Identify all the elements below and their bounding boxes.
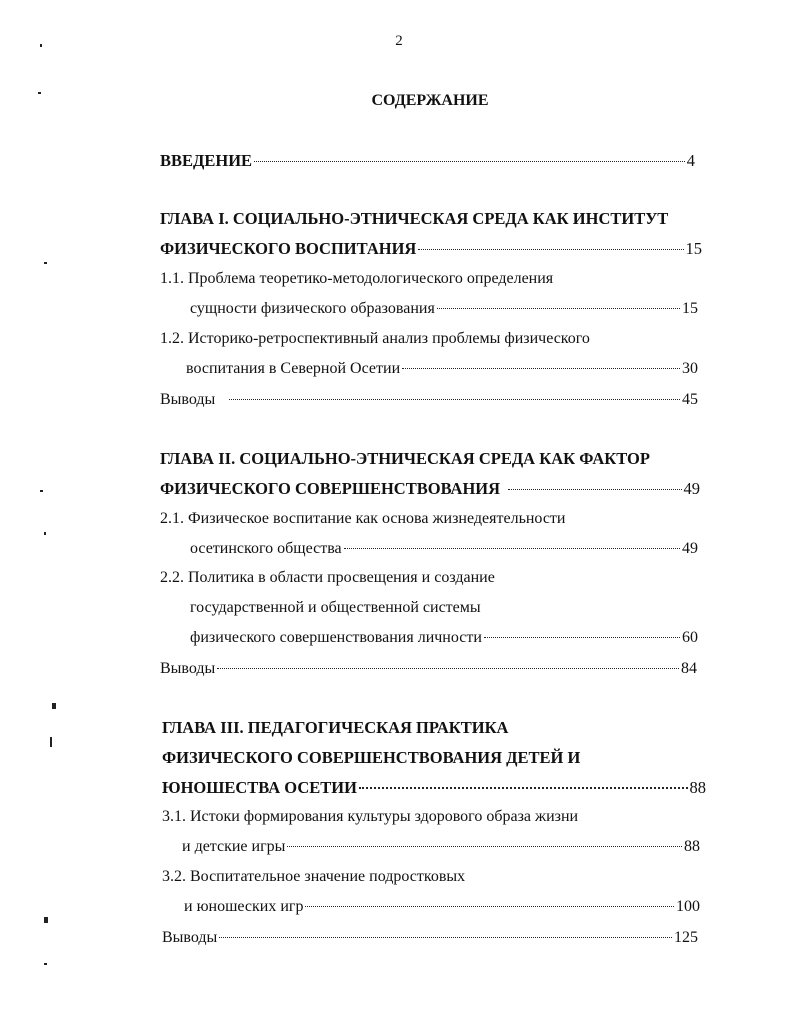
toc-page-number: 15 — [685, 239, 702, 258]
toc-section-2-2-heading — [160, 567, 495, 589]
leader-dots — [359, 787, 688, 789]
scan-speck — [44, 262, 47, 264]
scan-speck — [40, 44, 42, 47]
toc-entry-label: 1.1. Проблема теоретико-методологического определения — [160, 270, 554, 287]
scan-speck — [52, 703, 56, 709]
toc-section-1-2 — [186, 358, 698, 380]
toc-entry-label: 1.2. Историко-ретроспективный анализ проблемы физического — [160, 330, 590, 347]
leader-dots — [437, 308, 680, 309]
toc-section-2-1 — [190, 538, 698, 560]
toc-page-number: 49 — [683, 479, 700, 498]
leader-dots — [287, 846, 682, 847]
toc-entry-label: и юношеских игр — [184, 898, 304, 915]
toc-page-number: 15 — [682, 300, 698, 317]
toc-entry-label: государственной и общественной системы — [190, 599, 481, 616]
toc-entry-label: ГЛАВА III. ПЕДАГОГИЧЕСКАЯ ПРАКТИКА — [162, 718, 509, 737]
toc-page-number: 4 — [686, 151, 695, 170]
toc-page-number: 30 — [682, 360, 698, 377]
toc-section-2-2-line2 — [190, 597, 481, 619]
toc-entry-label: ФИЗИЧЕСКОГО СОВЕРШЕНСТВОВАНИЯ — [160, 479, 501, 498]
toc-page-number: 88 — [689, 778, 706, 797]
scan-speck — [50, 737, 52, 747]
toc-entry-label: сущности физического образования — [190, 300, 435, 317]
toc-chapter-1 — [160, 238, 702, 260]
toc-entry-label: ФИЗИЧЕСКОГО ВОСПИТАНИЯ — [160, 239, 417, 258]
toc-entry-label: ФИЗИЧЕСКОГО СОВЕРШЕНСТВОВАНИЯ ДЕТЕЙ И — [162, 748, 581, 767]
toc-entry-label: 3.2. Воспитательное значение подростковых — [162, 868, 466, 885]
toc-entry-label: воспитания в Северной Осетии — [186, 360, 401, 377]
leader-dots — [484, 637, 680, 638]
toc-chapter-1-heading — [160, 208, 668, 230]
toc-section-1-1-heading — [160, 268, 553, 290]
leader-dots — [418, 249, 683, 250]
toc-chapter-3-heading — [162, 717, 508, 739]
scan-speck — [44, 917, 48, 923]
leader-dots — [305, 906, 674, 907]
leader-dots — [402, 368, 680, 369]
toc-entry-label: физического совершенствования личности — [190, 629, 482, 646]
toc-entry-label: ГЛАВА I. СОЦИАЛЬНО-ЭТНИЧЕСКАЯ СРЕДА КАК ИНСТИТУТ — [160, 209, 669, 228]
toc-entry-intro — [160, 150, 695, 172]
toc-section-2-1-heading — [160, 508, 565, 530]
leader-dots — [254, 161, 685, 162]
toc-chapter-3-line2 — [162, 747, 580, 769]
toc-entry-label: Выводы — [160, 660, 216, 677]
toc-page-number: 60 — [682, 629, 698, 646]
toc-conclusions-3 — [162, 927, 698, 949]
leader-dots — [219, 937, 672, 938]
toc-page-number: 45 — [682, 391, 698, 408]
scan-speck — [38, 92, 41, 94]
toc-page-number: 100 — [676, 898, 700, 915]
scan-speck — [44, 963, 47, 965]
toc-chapter-2 — [160, 478, 700, 500]
toc-entry-label: осетинского общества — [190, 540, 342, 557]
toc-conclusions-1 — [160, 389, 698, 411]
toc-entry-label: Выводы — [160, 391, 216, 408]
toc-entry-label: ЮНОШЕСТВА ОСЕТИИ — [162, 778, 357, 797]
toc-section-1-2-heading — [160, 328, 590, 350]
toc-entry-label: ГЛАВА II. СОЦИАЛЬНО-ЭТНИЧЕСКАЯ СРЕДА КАК ФАКТОР — [160, 449, 650, 468]
toc-chapter-2-heading — [160, 448, 650, 470]
toc-page-number: 88 — [684, 838, 700, 855]
toc-chapter-3 — [162, 777, 706, 799]
toc-section-2-2 — [190, 627, 698, 649]
leader-dots — [344, 548, 680, 549]
leader-dots — [217, 668, 679, 669]
toc-page-number: 49 — [682, 540, 698, 557]
scan-speck — [40, 490, 43, 492]
toc-entry-label: 2.1. Физическое воспитание как основа жизнедеятельности — [160, 510, 566, 527]
toc-entry-label: ВВЕДЕНИЕ — [160, 151, 253, 170]
toc-page-number: 125 — [674, 929, 698, 946]
page-title: СОДЕРЖАНИЕ — [371, 92, 489, 109]
toc-section-1-1 — [190, 298, 698, 320]
toc-entry-label: 2.2. Политика в области просвещения и создание — [160, 569, 495, 586]
toc-entry-label: Выводы — [162, 929, 218, 946]
leader-dots — [508, 489, 681, 490]
toc-entry-label: и детские игры — [182, 838, 286, 855]
scan-speck — [44, 532, 46, 535]
leader-dots — [229, 399, 680, 400]
toc-section-3-2-heading — [162, 866, 465, 888]
toc-section-3-1 — [182, 836, 700, 858]
toc-conclusions-2 — [160, 658, 697, 680]
page-number: 2 — [395, 33, 403, 49]
toc-section-3-2 — [184, 896, 700, 918]
toc-section-3-1-heading — [162, 806, 578, 828]
toc-page-number: 84 — [681, 660, 697, 677]
toc-entry-label: 3.1. Истоки формирования культуры здорового образа жизни — [162, 808, 579, 825]
